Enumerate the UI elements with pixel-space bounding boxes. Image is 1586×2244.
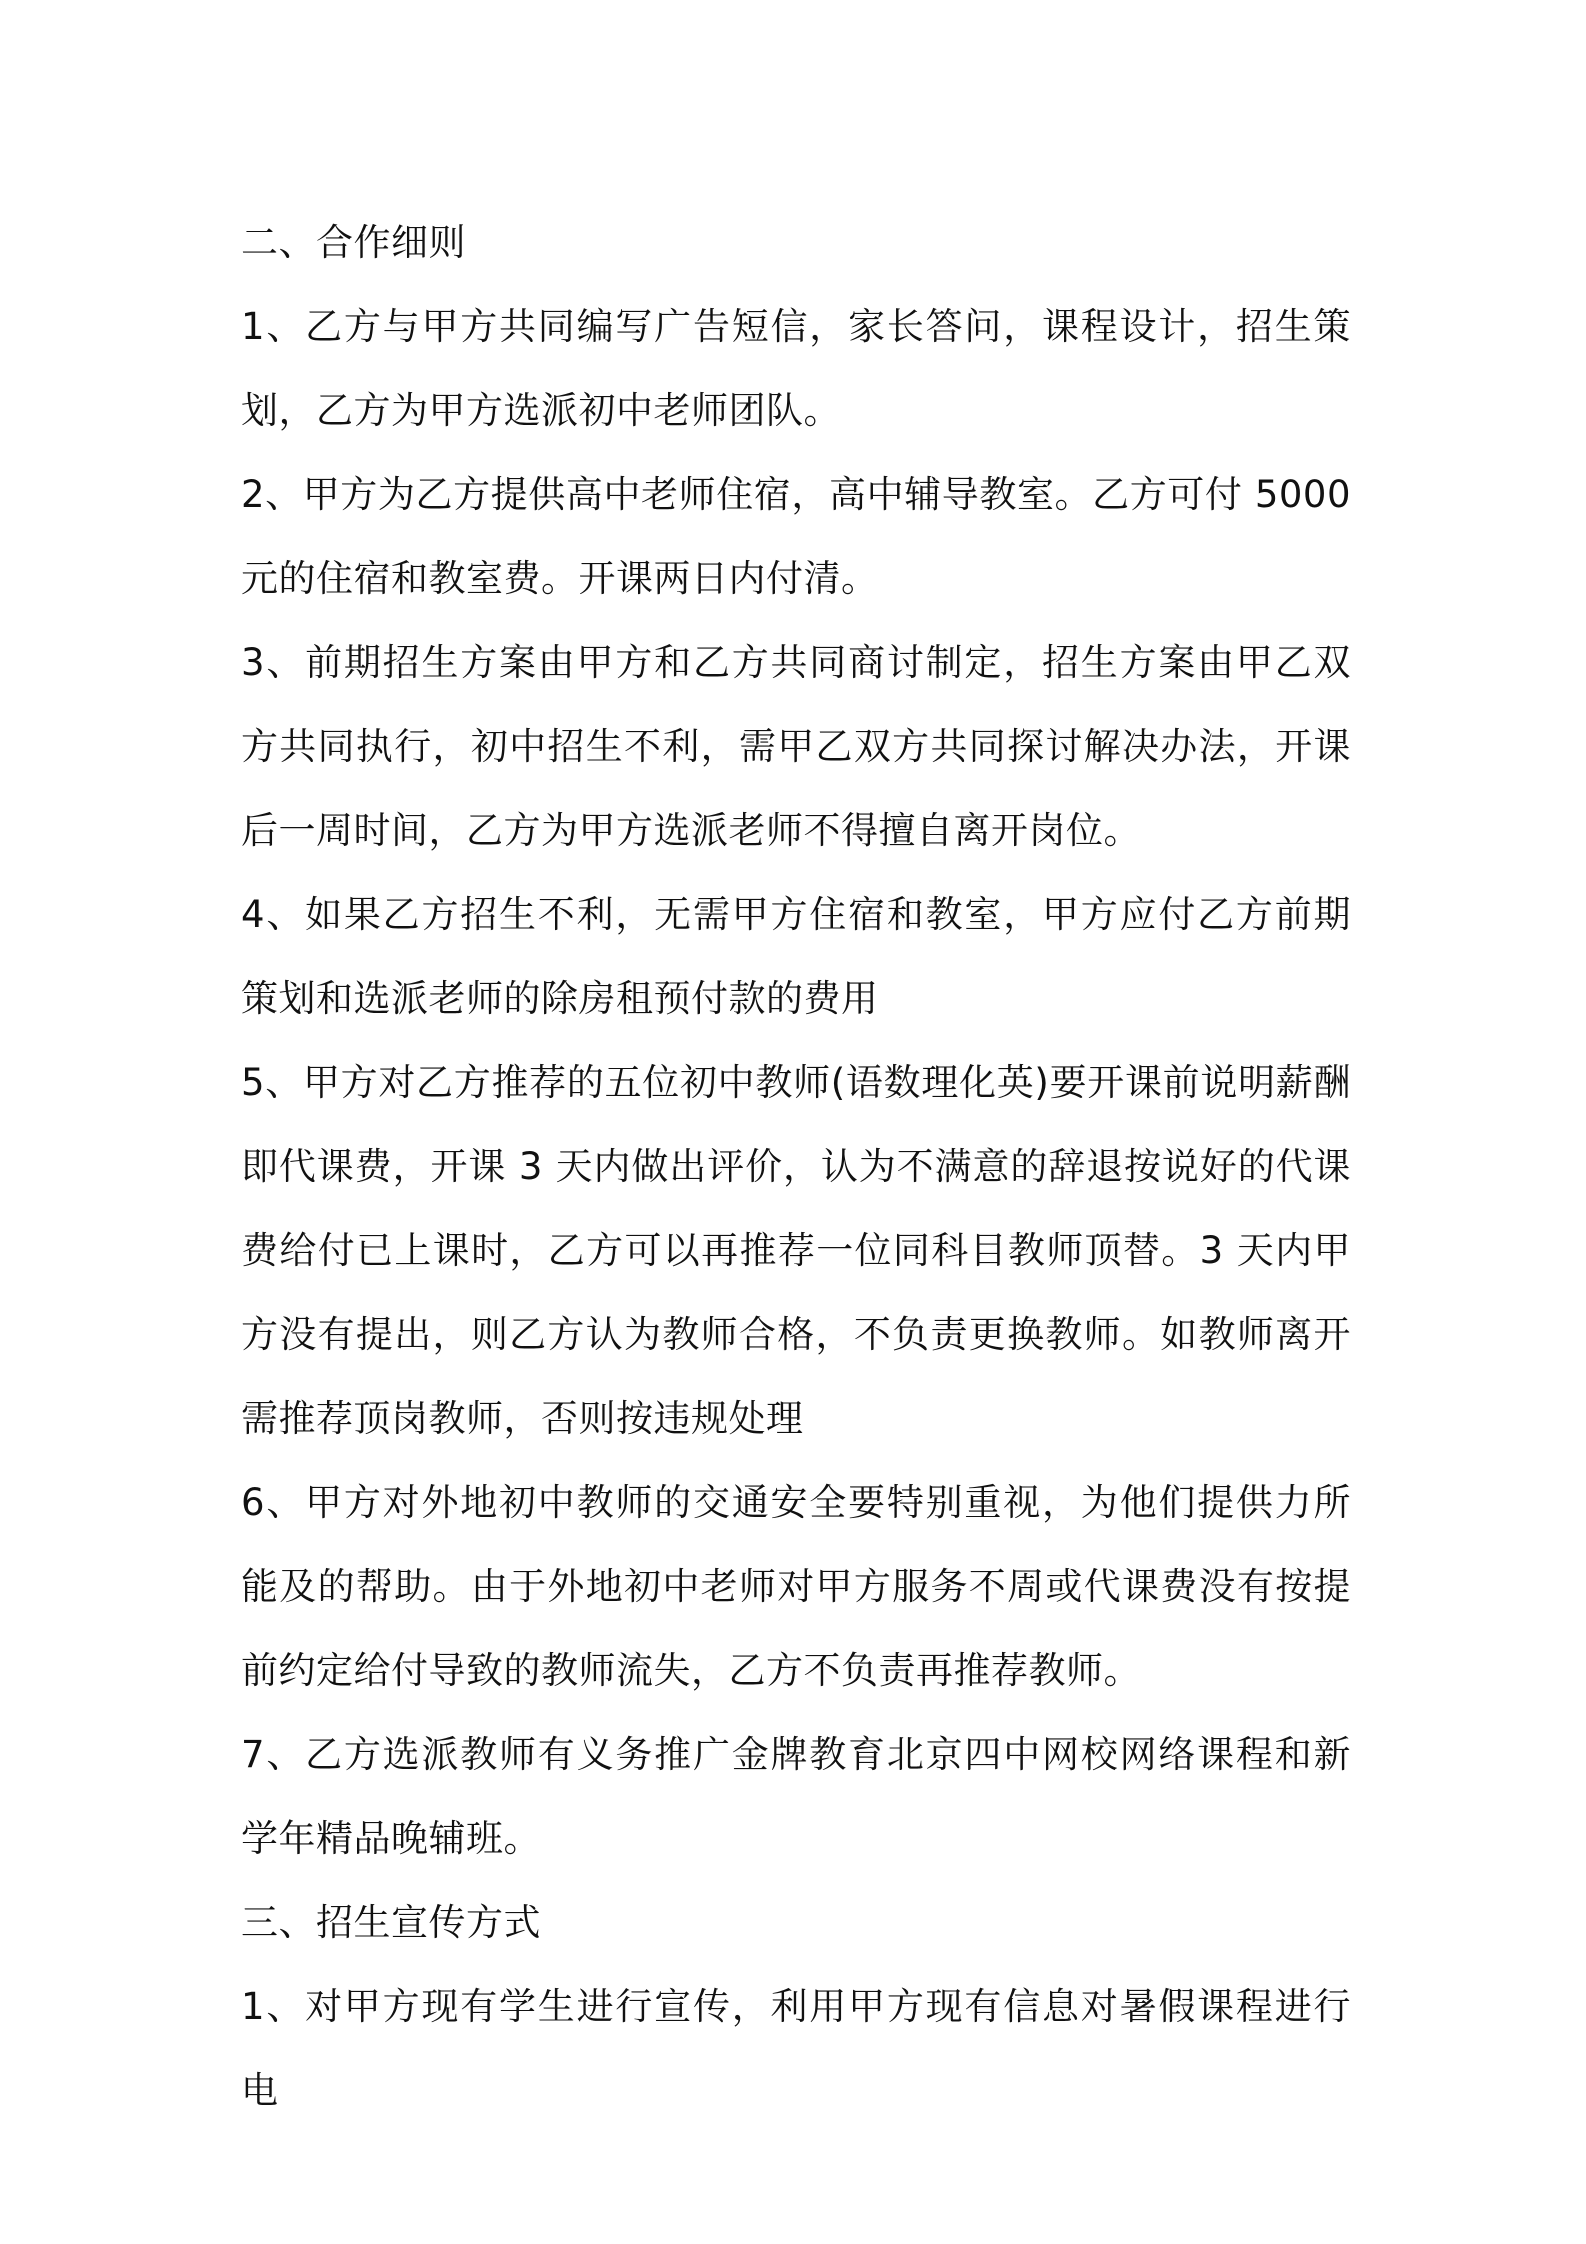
clause-item-6: 6、甲方对外地初中教师的交通安全要特别重视，为他们提供力所能及的帮助。由于外地初中老师对甲方服务不周或代课费没有按提前约定给付导致的教师流失，乙方不负责再推荐教师。	[241, 1481, 1351, 1692]
clause-item-1: 1、乙方与甲方共同编写广告短信，家长答问，课程设计，招生策划，乙方为甲方选派初中老师团队。	[241, 305, 1351, 432]
document-body	[241, 201, 1351, 2133]
promotion-item-1: 1、对甲方现有学生进行宣传，利用甲方现有信息对暑假课程进行电	[241, 1985, 1351, 2112]
clause-item-7: 7、乙方选派教师有义务推广金牌教育北京四中网校网络课程和新学年精品晚辅班。	[241, 1733, 1351, 1860]
clause-item-2: 2、甲方为乙方提供高中老师住宿，高中辅导教室。乙方可付 5000 元的住宿和教室费。开课两日内付清。	[241, 473, 1351, 600]
section-heading-cooperation-rules: 二、合作细则	[241, 221, 466, 264]
clause-item-3: 3、前期招生方案由甲方和乙方共同商讨制定，招生方案由甲乙双方共同执行，初中招生不利，需甲乙双方共同探讨解决办法，开课后一周时间，乙方为甲方选派老师不得擅自离开岗位。	[241, 641, 1351, 852]
clause-item-4: 4、如果乙方招生不利，无需甲方住宿和教室，甲方应付乙方前期策划和选派老师的除房租预付款的费用	[241, 893, 1351, 1020]
clause-item-5: 5、甲方对乙方推荐的五位初中教师(语数理化英)要开课前说明薪酬即代课费，开课 3 天内做出评价，认为不满意的辞退按说好的代课费给付已上课时，乙方可以再推荐一位同科目教师顶替。3 天内甲方没有提出，则乙方认为教师合格，不负责更换教师。如教师离开需推荐顶岗教师，否则按违规处理	[241, 1061, 1351, 1440]
section-heading-recruitment-promotion: 三、招生宣传方式	[241, 1901, 541, 1944]
